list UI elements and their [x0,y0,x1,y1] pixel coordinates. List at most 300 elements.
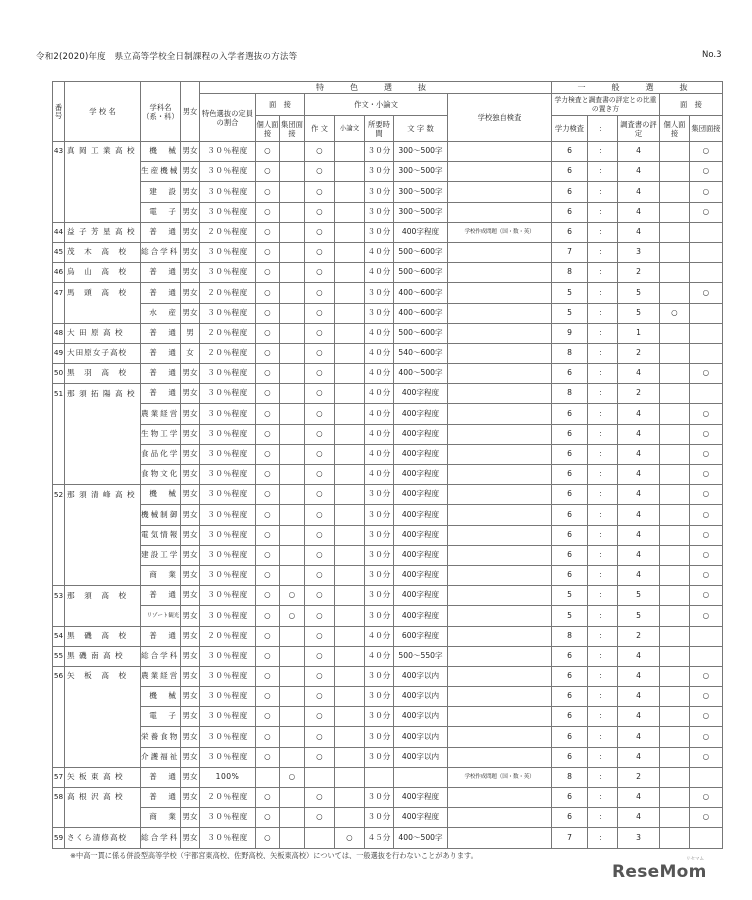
course-name: 生産機械 [141,162,181,182]
table-row [53,626,723,646]
gakuryoku-weight: 5 [552,586,588,606]
char-count: 400字以内 [394,687,448,707]
char-count: 400字程度 [394,565,448,585]
tokushoku-ratio: ３０％程度 [200,525,256,545]
essay-mark: ○ [305,444,335,464]
row-number: 44 [53,222,65,242]
group-interview-mark [280,505,305,525]
gender: 男女 [181,444,200,464]
char-count: 500～600字 [394,323,448,343]
essay-mark: ○ [305,586,335,606]
group-interview-mark: ○ [280,767,305,787]
gakuryoku-weight: 6 [552,808,588,828]
own-exam [448,606,552,626]
gakuryoku-weight: 6 [552,485,588,505]
essay-mark: ○ [305,343,335,363]
tokushoku-ratio: ２０％程度 [200,788,256,808]
general-individual-interview-mark [660,687,690,707]
tokushoku-ratio: ３０％程度 [200,808,256,828]
short-essay-mark [335,707,365,727]
required-time: ４０分 [365,404,394,424]
gender: 男女 [181,283,200,303]
chousasho-weight: 2 [618,767,660,787]
tokushoku-ratio: ３０％程度 [200,505,256,525]
char-count: 400～500字 [394,828,448,848]
ratio-colon: ： [588,828,618,848]
gakuryoku-weight: 6 [552,747,588,767]
tokushoku-ratio: ３０％程度 [200,444,256,464]
general-individual-interview-mark [660,666,690,686]
gakuryoku-weight: 8 [552,767,588,787]
header-group2: 集団面接 [690,116,723,142]
group-interview-mark [280,626,305,646]
school-name: 馬 頭 高 校 [65,283,141,303]
gakuryoku-weight: 6 [552,788,588,808]
char-count: 400字程度 [394,222,448,242]
gakuryoku-weight: 6 [552,404,588,424]
individual-interview-mark: ○ [256,323,280,343]
chousasho-weight: 4 [618,364,660,384]
general-individual-interview-mark [660,707,690,727]
chousasho-weight: 2 [618,626,660,646]
gender: 男女 [181,424,200,444]
gender: 男女 [181,525,200,545]
char-count: 500～550字 [394,646,448,666]
header-chousasho: 調査書の評定 [618,116,660,142]
school-name: 益 子 芳 星 高 校 [65,222,141,242]
header-essay-group: 作文・小論文 [305,94,448,116]
required-time: ３０分 [365,162,394,182]
own-exam [448,142,552,162]
short-essay-mark [335,142,365,162]
general-group-interview-mark [690,343,723,363]
gender: 男 [181,323,200,343]
row-number: 51 [53,384,65,404]
general-group-interview-mark [690,303,723,323]
gakuryoku-weight: 6 [552,162,588,182]
course-name: 総合学科 [141,242,181,262]
gakuryoku-weight: 6 [552,465,588,485]
required-time: ３０分 [365,303,394,323]
school-name [65,545,141,565]
essay-mark: ○ [305,545,335,565]
required-time: ４０分 [365,465,394,485]
table-row [53,343,723,363]
short-essay-mark [335,283,365,303]
header-course: 学科名（系・科） [141,82,181,142]
gender: 男女 [181,606,200,626]
required-time: ３０分 [365,505,394,525]
own-exam [448,424,552,444]
essay-mark: ○ [305,606,335,626]
header-ippan: 一 般 選 抜 [552,82,723,94]
table-row [53,646,723,666]
header-ind-interview: 個人面接 [256,116,280,142]
tokushoku-ratio: ３０％程度 [200,747,256,767]
char-count: 400字程度 [394,384,448,404]
row-number [53,525,65,545]
essay-mark: ○ [305,242,335,262]
header-chars: 文 字 数 [394,116,448,142]
row-number [53,404,65,424]
row-number: 48 [53,323,65,343]
group-interview-mark: ○ [280,606,305,626]
chousasho-weight: 5 [618,586,660,606]
ratio-colon: ： [588,444,618,464]
row-number [53,565,65,585]
header-ind2: 個人面接 [660,116,690,142]
general-individual-interview-mark [660,586,690,606]
school-name: 黒 磯 南 高 校 [65,646,141,666]
required-time: ４０分 [365,343,394,363]
school-name: 那 須 清 峰 高 校 [65,485,141,505]
chousasho-weight: 5 [618,283,660,303]
required-time: ３０分 [365,525,394,545]
chousasho-weight: 5 [618,303,660,323]
gakuryoku-weight: 6 [552,222,588,242]
course-name: 総合学科 [141,646,181,666]
group-interview-mark [280,727,305,747]
char-count: 400～600字 [394,283,448,303]
char-count: 400字程度 [394,404,448,424]
header-interview: 面 接 [256,94,305,116]
short-essay-mark [335,505,365,525]
school-name [65,444,141,464]
school-name: 大田原女子高校 [65,343,141,363]
chousasho-weight: 3 [618,828,660,848]
required-time: ４０分 [365,626,394,646]
gakuryoku-weight: 6 [552,202,588,222]
gakuryoku-weight: 6 [552,142,588,162]
general-individual-interview-mark [660,343,690,363]
required-time: ３０分 [365,283,394,303]
general-individual-interview-mark [660,182,690,202]
general-individual-interview-mark [660,404,690,424]
required-time: ３０分 [365,545,394,565]
ratio-colon: ： [588,545,618,565]
school-name: さくら清修高校 [65,828,141,848]
group-interview-mark [280,485,305,505]
char-count: 400字程度 [394,465,448,485]
essay-mark: ○ [305,727,335,747]
tokushoku-ratio: ３０％程度 [200,424,256,444]
gakuryoku-weight: 6 [552,727,588,747]
header-short-essay: 小論文 [335,116,365,142]
required-time: ３０分 [365,687,394,707]
own-exam [448,707,552,727]
ratio-colon: ： [588,142,618,162]
course-name: 機 械 [141,142,181,162]
general-group-interview-mark: ○ [690,586,723,606]
table-row [53,384,723,404]
char-count: 600字程度 [394,626,448,646]
course-name: 普 通 [141,263,181,283]
char-count: 400字以内 [394,666,448,686]
char-count: 400字程度 [394,788,448,808]
general-group-interview-mark [690,242,723,262]
individual-interview-mark: ○ [256,404,280,424]
table-row [53,424,723,444]
essay-mark: ○ [305,505,335,525]
gender: 女 [181,343,200,363]
group-interview-mark [280,202,305,222]
school-name [65,162,141,182]
general-group-interview-mark: ○ [690,424,723,444]
general-group-interview-mark: ○ [690,283,723,303]
header-group-interview: 集団面接 [280,116,305,142]
school-name [65,303,141,323]
general-group-interview-mark [690,323,723,343]
own-exam [448,727,552,747]
own-exam [448,788,552,808]
own-exam [448,545,552,565]
individual-interview-mark: ○ [256,545,280,565]
essay-mark: ○ [305,747,335,767]
school-name: 大 田 原 高 校 [65,323,141,343]
char-count: 300～500字 [394,182,448,202]
school-name [65,808,141,828]
table-row [53,808,723,828]
own-exam [448,525,552,545]
ratio-colon: ： [588,242,618,262]
ratio-colon: ： [588,263,618,283]
short-essay-mark [335,808,365,828]
individual-interview-mark: ○ [256,444,280,464]
general-group-interview-mark: ○ [690,565,723,585]
general-group-interview-mark [690,222,723,242]
school-name [65,505,141,525]
group-interview-mark [280,565,305,585]
group-interview-mark [280,263,305,283]
tokushoku-ratio: ３０％程度 [200,202,256,222]
gender: 男女 [181,505,200,525]
ratio-colon: ： [588,465,618,485]
individual-interview-mark: ○ [256,465,280,485]
individual-interview-mark: ○ [256,525,280,545]
course-name: 食品化学 [141,444,181,464]
row-number: 58 [53,788,65,808]
essay-mark: ○ [305,646,335,666]
gender: 男女 [181,565,200,585]
tokushoku-ratio: ３０％程度 [200,364,256,384]
course-name: 機 械 [141,687,181,707]
ratio-colon: ： [588,626,618,646]
char-count: 500～600字 [394,263,448,283]
gakuryoku-weight: 7 [552,242,588,262]
gender: 男女 [181,707,200,727]
row-number: 57 [53,767,65,787]
short-essay-mark [335,687,365,707]
gakuryoku-weight: 6 [552,444,588,464]
header-school: 学 校 名 [65,82,141,142]
header-essay: 作 文 [305,116,335,142]
table-row [53,788,723,808]
row-number [53,606,65,626]
required-time: ４０分 [365,424,394,444]
short-essay-mark [335,767,365,787]
chousasho-weight: 4 [618,202,660,222]
general-group-interview-mark: ○ [690,525,723,545]
short-essay-mark [335,727,365,747]
table-row [53,182,723,202]
chousasho-weight: 4 [618,666,660,686]
short-essay-mark [335,384,365,404]
own-exam [448,626,552,646]
gender: 男女 [181,687,200,707]
row-number [53,545,65,565]
essay-mark: ○ [305,465,335,485]
general-individual-interview-mark [660,545,690,565]
short-essay-mark [335,242,365,262]
chousasho-weight: 4 [618,747,660,767]
row-number [53,424,65,444]
required-time: ３０分 [365,808,394,828]
required-time: ３０分 [365,666,394,686]
required-time: ３０分 [365,727,394,747]
essay-mark: ○ [305,485,335,505]
general-individual-interview-mark [660,364,690,384]
short-essay-mark [335,404,365,424]
essay-mark: ○ [305,222,335,242]
group-interview-mark [280,465,305,485]
essay-mark: ○ [305,707,335,727]
char-count: 300～500字 [394,162,448,182]
row-number [53,687,65,707]
school-name [65,606,141,626]
chousasho-weight: 2 [618,384,660,404]
school-name [65,424,141,444]
tokushoku-ratio: ３０％程度 [200,485,256,505]
general-individual-interview-mark [660,283,690,303]
own-exam [448,263,552,283]
school-name [65,727,141,747]
general-individual-interview-mark [660,485,690,505]
gender: 男女 [181,263,200,283]
tokushoku-ratio: ２０％程度 [200,323,256,343]
course-name: 総合学科 [141,828,181,848]
essay-mark: ○ [305,364,335,384]
required-time: ４５分 [365,828,394,848]
required-time: ４０分 [365,242,394,262]
header-gakuryoku: 学力検査 [552,116,588,142]
ratio-colon: ： [588,323,618,343]
essay-mark: ○ [305,323,335,343]
general-individual-interview-mark [660,828,690,848]
ratio-colon: ： [588,586,618,606]
essay-mark: ○ [305,202,335,222]
general-group-interview-mark: ○ [690,687,723,707]
table-row [53,666,723,686]
row-number [53,303,65,323]
essay-mark [305,767,335,787]
group-interview-mark [280,182,305,202]
gakuryoku-weight: 6 [552,424,588,444]
group-interview-mark [280,646,305,666]
group-interview-mark [280,444,305,464]
chousasho-weight: 4 [618,545,660,565]
short-essay-mark [335,364,365,384]
own-exam [448,404,552,424]
gakuryoku-weight: 9 [552,323,588,343]
gender: 男女 [181,222,200,242]
gakuryoku-weight: 6 [552,182,588,202]
course-name: 普 通 [141,283,181,303]
header-num: 番号 [53,82,65,142]
chousasho-weight: 1 [618,323,660,343]
gakuryoku-weight: 5 [552,606,588,626]
school-name: 那 須 拓 陽 高 校 [65,384,141,404]
ratio-colon: ： [588,404,618,424]
school-name [65,707,141,727]
general-individual-interview-mark [660,505,690,525]
school-name: 高 根 沢 高 校 [65,788,141,808]
gakuryoku-weight: 6 [552,505,588,525]
individual-interview-mark: ○ [256,263,280,283]
gender: 男女 [181,666,200,686]
char-count: 400字程度 [394,808,448,828]
school-name [65,565,141,585]
course-name: 商 業 [141,808,181,828]
tokushoku-ratio: ２０％程度 [200,222,256,242]
tokushoku-ratio: ２０％程度 [200,283,256,303]
general-group-interview-mark: ○ [690,747,723,767]
row-number [53,808,65,828]
brand-ruby: リセマム [686,857,704,862]
required-time: ３０分 [365,142,394,162]
short-essay-mark [335,646,365,666]
row-number: 53 [53,586,65,606]
general-group-interview-mark: ○ [690,182,723,202]
essay-mark: ○ [305,424,335,444]
row-number: 43 [53,142,65,162]
ratio-colon: ： [588,424,618,444]
course-name: 電 子 [141,707,181,727]
header-ratio-head: 学力検査と調査書の評定との比重の置き方 [552,94,660,116]
group-interview-mark [280,142,305,162]
course-name: 普 通 [141,343,181,363]
group-interview-mark [280,707,305,727]
tokushoku-ratio: ３０％程度 [200,727,256,747]
ratio-colon: ： [588,565,618,585]
required-time: ３０分 [365,565,394,585]
char-count: 400字程度 [394,424,448,444]
table-row [53,485,723,505]
ratio-colon: ： [588,485,618,505]
essay-mark: ○ [305,162,335,182]
essay-mark: ○ [305,788,335,808]
gender: 男女 [181,465,200,485]
general-group-interview-mark: ○ [690,485,723,505]
general-group-interview-mark: ○ [690,364,723,384]
tokushoku-ratio: ３０％程度 [200,182,256,202]
char-count: 500～600字 [394,242,448,262]
school-name [65,182,141,202]
short-essay-mark [335,202,365,222]
short-essay-mark [335,263,365,283]
chousasho-weight: 4 [618,404,660,424]
individual-interview-mark: ○ [256,747,280,767]
char-count: 400字程度 [394,485,448,505]
gakuryoku-weight: 8 [552,384,588,404]
course-name: 普 通 [141,626,181,646]
general-individual-interview-mark [660,808,690,828]
table-row [53,828,723,848]
general-group-interview-mark: ○ [690,162,723,182]
individual-interview-mark: ○ [256,424,280,444]
table-row [53,687,723,707]
row-number: 55 [53,646,65,666]
general-group-interview-mark: ○ [690,142,723,162]
